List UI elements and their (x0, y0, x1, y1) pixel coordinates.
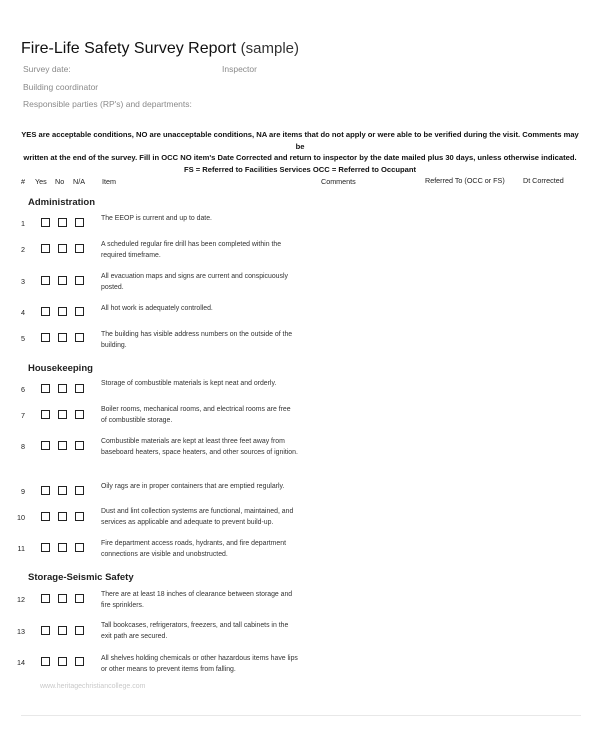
item-text-line-1: The EEOP is current and up to date. (101, 215, 212, 222)
na-checkbox[interactable] (75, 543, 84, 552)
yes-checkbox[interactable] (41, 307, 50, 316)
na-checkbox[interactable] (75, 441, 84, 450)
page-divider (21, 715, 581, 716)
no-checkbox[interactable] (58, 218, 67, 227)
item-text (101, 404, 306, 426)
item-text-line-2: building. (101, 342, 127, 349)
yes-checkbox[interactable] (41, 218, 50, 227)
item-text (101, 538, 306, 560)
item-text (101, 506, 306, 528)
yes-checkbox[interactable] (41, 594, 50, 603)
item-text-line-1: Dust and lint collection systems are functional, maintained, and (101, 508, 294, 515)
item-text (101, 589, 306, 611)
item-text-line-1: Fire department access roads, hydrants, and fire department (101, 540, 286, 547)
item-text-line-2: or other means to prevent items from falling. (101, 666, 236, 673)
no-checkbox[interactable] (58, 626, 67, 635)
item-number: 14 (17, 658, 25, 667)
item-text (101, 620, 306, 642)
no-checkbox[interactable] (58, 307, 67, 316)
na-checkbox[interactable] (75, 626, 84, 635)
item-number: 12 (17, 595, 25, 604)
yes-checkbox[interactable] (41, 626, 50, 635)
item-text-line-1: Oily rags are in proper containers that are emptied regularly. (101, 483, 285, 490)
section-storage-seismic: Storage-Seismic Safety (28, 572, 134, 583)
yes-checkbox[interactable] (41, 512, 50, 521)
item-text-line-2: exit path are secured. (101, 633, 168, 640)
section-housekeeping: Housekeeping (28, 363, 93, 374)
item-number: 9 (21, 487, 25, 496)
survey-date-label: Survey date: (23, 64, 71, 74)
title-text: Fire-Life Safety Survey Report (21, 40, 237, 57)
yes-checkbox[interactable] (41, 333, 50, 342)
no-checkbox[interactable] (58, 441, 67, 450)
item-number: 10 (17, 513, 25, 522)
no-checkbox[interactable] (58, 276, 67, 285)
item-text-line-1: Storage of combustible materials is kept neat and orderly. (101, 380, 277, 387)
col-header-yes: Yes (35, 177, 47, 186)
item-text-line-2: posted. (101, 284, 124, 291)
no-checkbox[interactable] (58, 594, 67, 603)
item-text (101, 329, 306, 351)
col-header-num: # (21, 177, 25, 186)
col-header-referred (425, 176, 505, 185)
col-header-item: Item (102, 177, 116, 186)
item-number: 13 (17, 627, 25, 636)
no-checkbox[interactable] (58, 486, 67, 495)
col-header-referred-suffix: (OCC or FS) (464, 176, 505, 185)
item-text-line-2: fire sprinklers. (101, 602, 144, 609)
na-checkbox[interactable] (75, 244, 84, 253)
no-checkbox[interactable] (58, 512, 67, 521)
yes-checkbox[interactable] (41, 441, 50, 450)
instructions-line-1: YES are acceptable conditions, NO are unacceptable conditions, NA are items that do not apply or were able to be verified during the visit. Comments may be (21, 130, 579, 151)
item-text-line-1: Boiler rooms, mechanical rooms, and electrical rooms are free (101, 406, 291, 413)
item-text (101, 303, 306, 314)
na-checkbox[interactable] (75, 276, 84, 285)
no-checkbox[interactable] (58, 410, 67, 419)
item-number: 6 (21, 385, 25, 394)
item-text-line-1: The building has visible address numbers on the outside of the (101, 331, 293, 338)
na-checkbox[interactable] (75, 333, 84, 342)
no-checkbox[interactable] (58, 384, 67, 393)
item-text-line-1: Combustible materials are kept at least three feet away from (101, 438, 285, 445)
item-text-line-2: baseboard heaters, space heaters, and other sources of ignition. (101, 449, 298, 456)
yes-checkbox[interactable] (41, 384, 50, 393)
page-title (21, 40, 299, 58)
na-checkbox[interactable] (75, 594, 84, 603)
instructions (20, 129, 580, 175)
footer-watermark: www.heritagechristiancollege.com (40, 683, 146, 690)
item-text (101, 213, 306, 224)
yes-checkbox[interactable] (41, 244, 50, 253)
na-checkbox[interactable] (75, 410, 84, 419)
col-header-na: N/A (73, 177, 85, 186)
item-text (101, 653, 306, 675)
item-number: 4 (21, 308, 25, 317)
item-number: 2 (21, 245, 25, 254)
inspector-label: Inspector (222, 64, 257, 74)
na-checkbox[interactable] (75, 657, 84, 666)
responsible-parties-label: Responsible parties (RP's) and departments: (23, 99, 192, 109)
item-number: 7 (21, 411, 25, 420)
no-checkbox[interactable] (58, 333, 67, 342)
yes-checkbox[interactable] (41, 486, 50, 495)
yes-checkbox[interactable] (41, 276, 50, 285)
instructions-line-2: written at the end of the survey. Fill in OCC NO item's Date Corrected and return to inspector by the date mailed plus 30 days, unless otherwise indicated. (23, 153, 577, 162)
yes-checkbox[interactable] (41, 543, 50, 552)
item-number: 3 (21, 277, 25, 286)
na-checkbox[interactable] (75, 218, 84, 227)
na-checkbox[interactable] (75, 307, 84, 316)
yes-checkbox[interactable] (41, 657, 50, 666)
col-header-no: No (55, 177, 65, 186)
no-checkbox[interactable] (58, 543, 67, 552)
item-text-line-1: A scheduled regular fire drill has been completed within the (101, 241, 282, 248)
item-number: 5 (21, 334, 25, 343)
item-text-line-1: Tall bookcases, refrigerators, freezers, and tall cabinets in the (101, 622, 289, 629)
no-checkbox[interactable] (58, 244, 67, 253)
item-text (101, 378, 306, 389)
item-text-line-2: of combustible storage. (101, 417, 173, 424)
no-checkbox[interactable] (58, 657, 67, 666)
item-text (101, 481, 306, 492)
item-text-line-2: required timeframe. (101, 252, 161, 259)
col-header-comments: Comments (321, 177, 356, 186)
na-checkbox[interactable] (75, 384, 84, 393)
item-text-line-2: services as applicable and adequate to prevent build-up. (101, 519, 274, 526)
instructions-line-3: FS = Referred to Facilities Services OCC = Referred to Occupant (183, 164, 417, 174)
col-header-referred-label: Referred To (425, 176, 463, 185)
na-checkbox[interactable] (75, 512, 84, 521)
na-checkbox[interactable] (75, 486, 84, 495)
item-text (101, 239, 306, 261)
item-number: 11 (17, 544, 25, 553)
item-text-line-1: All evacuation maps and signs are current and conspicuously (101, 273, 288, 280)
title-suffix: (sample) (240, 40, 300, 57)
item-text-line-1: All shelves holding chemicals or other hazardous items have lips (101, 655, 298, 662)
item-number: 1 (21, 219, 25, 228)
building-coordinator-label: Building coordinator (23, 82, 99, 92)
item-text-line-2: connections are visible and unobstructed. (101, 551, 228, 558)
item-number: 8 (21, 442, 25, 451)
item-text (101, 436, 316, 458)
item-text (101, 271, 306, 293)
section-administration: Administration (28, 197, 96, 208)
col-header-corrected: Dt Corrected (523, 176, 564, 185)
yes-checkbox[interactable] (41, 410, 50, 419)
item-text-line-1: All hot work is adequately controlled. (101, 305, 213, 312)
item-text-line-1: There are at least 18 inches of clearance between storage and (101, 591, 293, 598)
